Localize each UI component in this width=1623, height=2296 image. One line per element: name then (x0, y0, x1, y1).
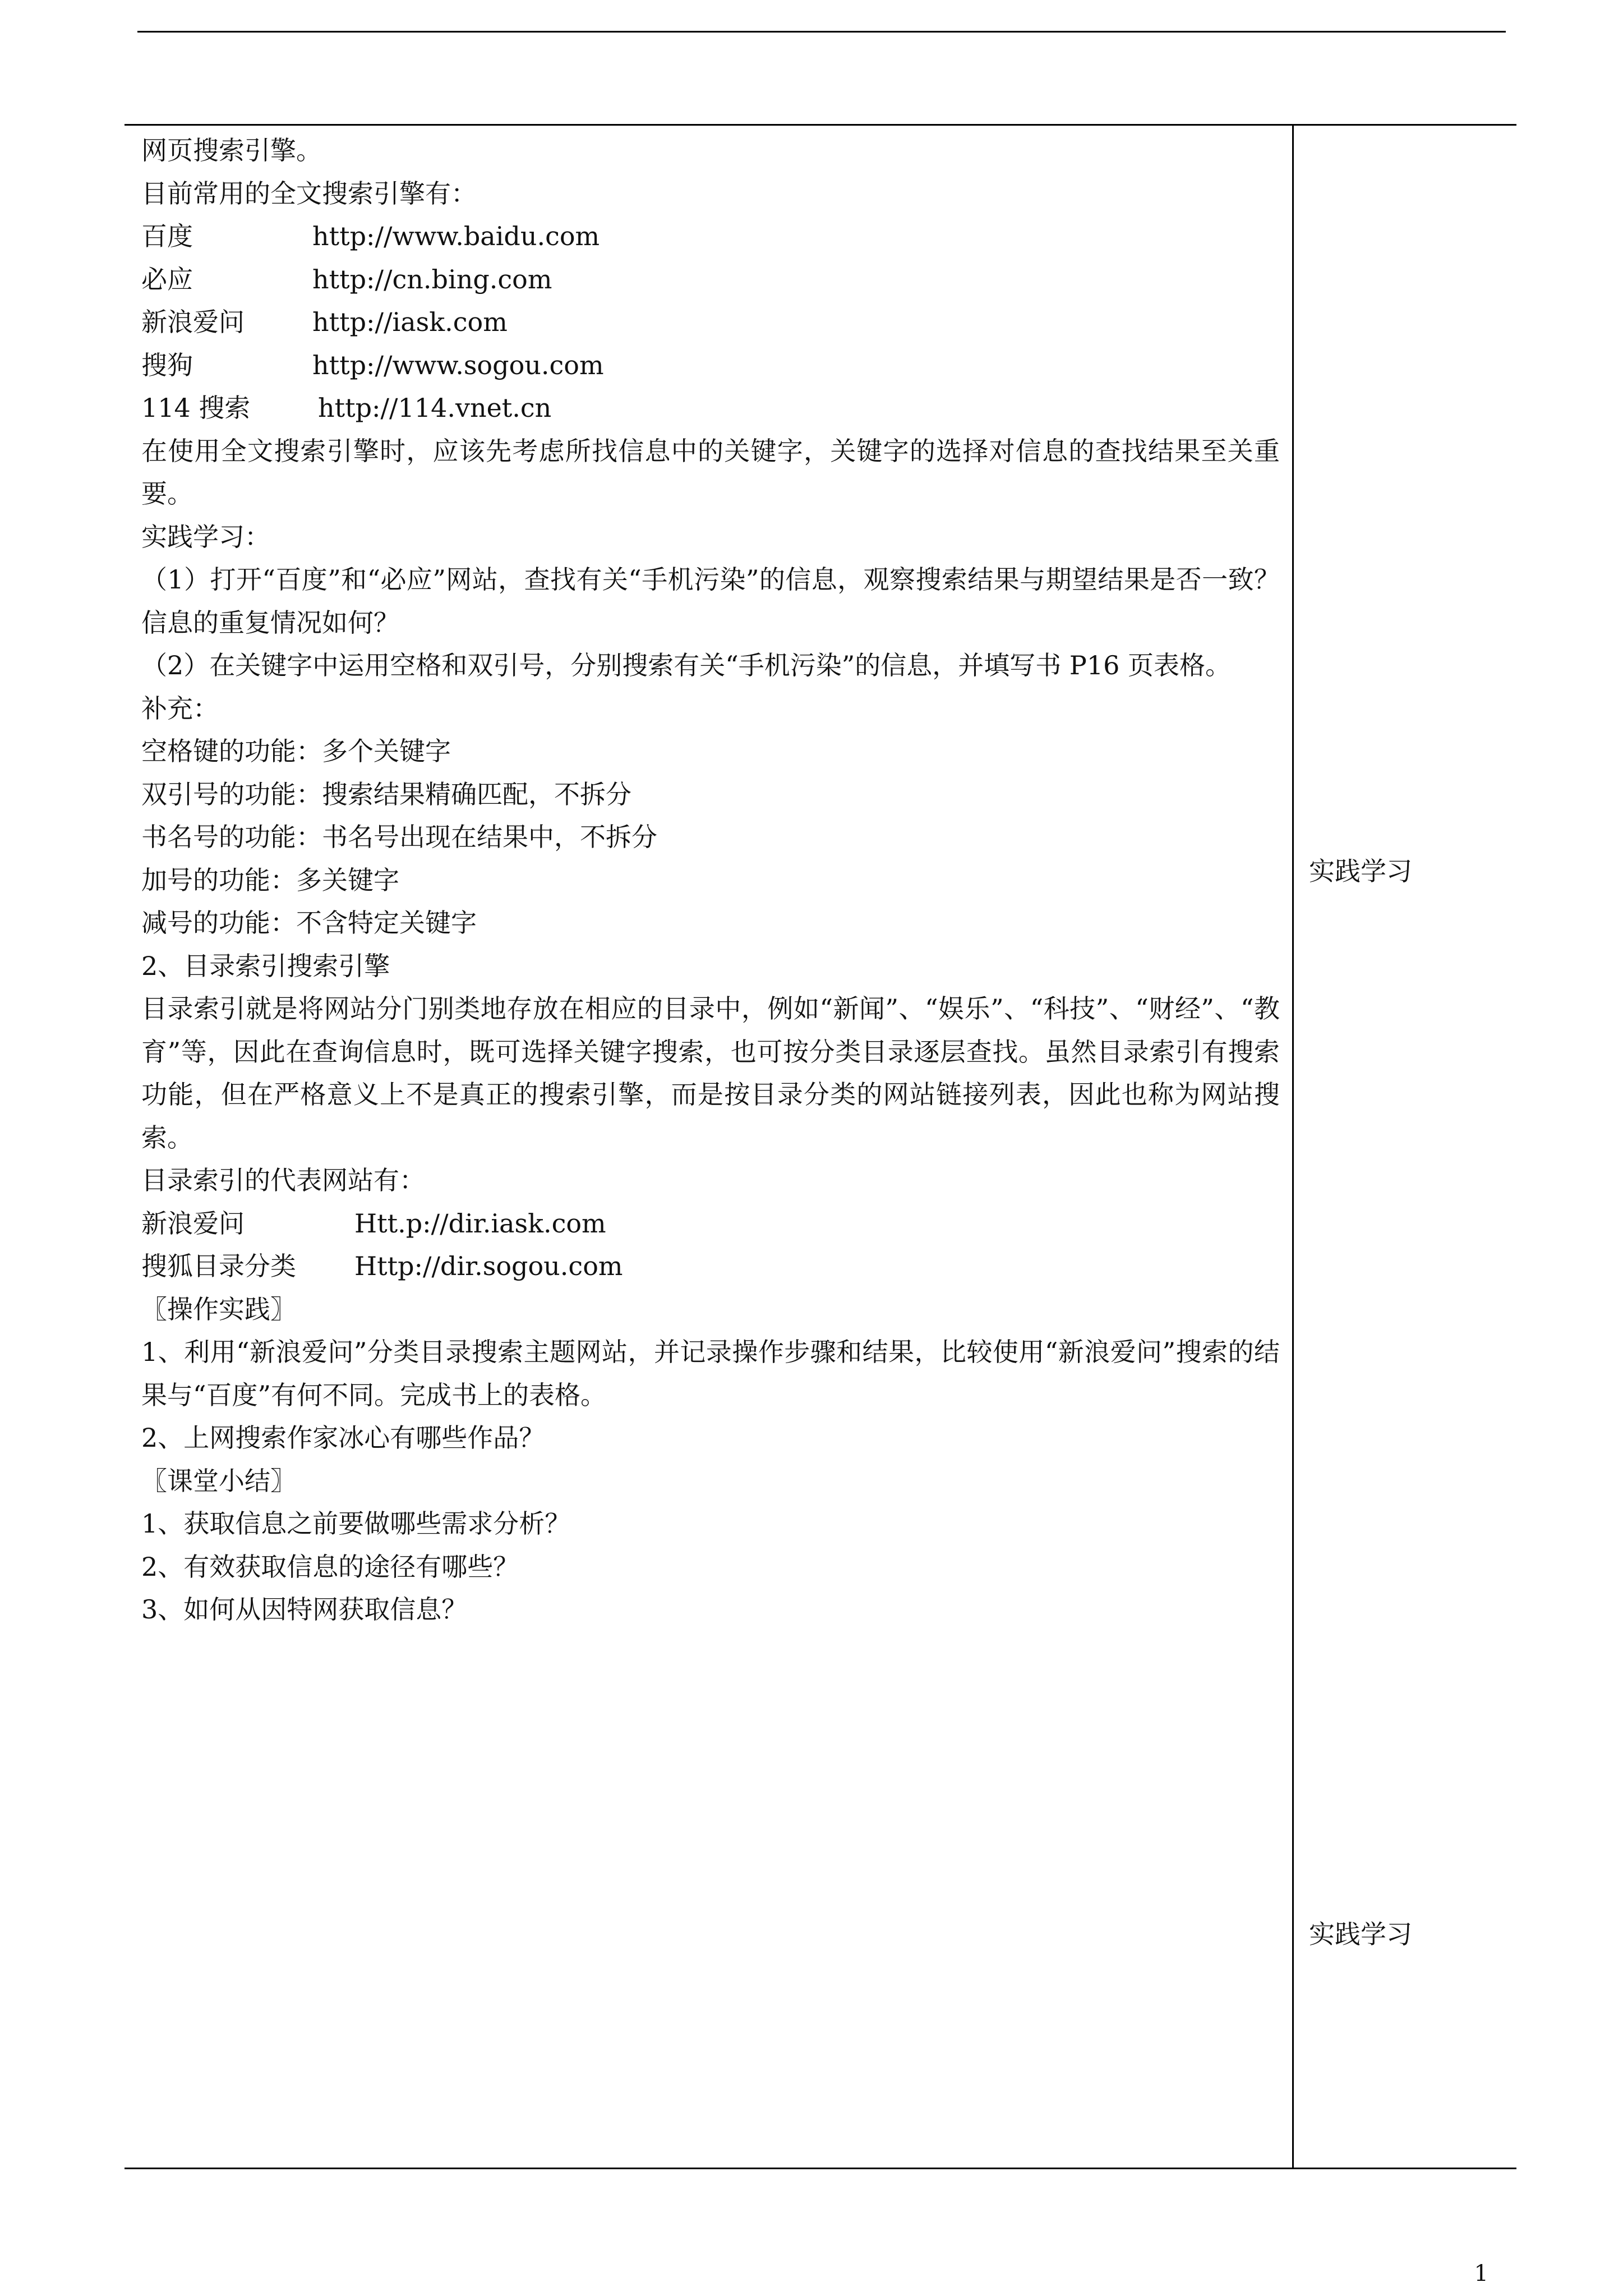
engine-url: http://114.vnet.cn (318, 393, 552, 423)
text-line: 3、如何从因特网获取信息？ (141, 1594, 468, 1625)
directory-name: 搜狐目录分类 (141, 1251, 296, 1281)
text-line: 网页搜索引擎。 (141, 135, 322, 165)
paragraph: （2）在关键字中运用空格和双引号，分别搜索有关“手机污染”的信息，并填写书 P16 页表格。 (141, 650, 1232, 680)
text-line: 加号的功能：多关键字 (141, 864, 399, 895)
paragraph: 在使用全文搜索引擎时，应该先考虑所找信息中的关键字，关键字的选择对信息的查找结果至关重要。 (141, 435, 1280, 509)
section-heading: 〖课堂小结〗 (141, 1465, 296, 1496)
engine-url: http://www.sogou.com (312, 349, 604, 380)
side-note: 实践学习 (1309, 1919, 1412, 1949)
header-rule (137, 31, 1506, 33)
text-line: 目前常用的全文搜索引擎有： (141, 178, 477, 209)
paragraph: （1）打开“百度”和“必应”网站，查找有关“手机污染”的信息，观察搜索结果与期望结果是否一致？信息的重复情况如何？ (141, 564, 1280, 638)
directory-row (141, 1202, 1280, 1245)
side-note: 实践学习 (1309, 856, 1412, 886)
engine-name: 搜狗 (141, 349, 193, 380)
text-line: 2、有效获取信息的途径有哪些？ (141, 1551, 519, 1582)
engine-row (141, 386, 1280, 430)
table-top-border (125, 124, 1516, 126)
engine-url: http://www.baidu.com (312, 221, 600, 251)
page-number: 1 (1474, 2261, 1488, 2286)
text-line: 空格键的功能：多个关键字 (141, 736, 451, 766)
engine-row (141, 301, 1280, 344)
section-heading: 2、目录索引搜索引擎 (141, 950, 390, 981)
lesson-content (141, 129, 1280, 1631)
engine-name: 114 搜索 (141, 393, 251, 423)
text-line: 2、上网搜索作家冰心有哪些作品？ (141, 1423, 545, 1453)
text-line: 目录索引的代表网站有： (141, 1165, 425, 1195)
text-line: 减号的功能：不含特定关键字 (141, 908, 477, 938)
directory-url: Http://dir.sogou.com (354, 1251, 623, 1281)
text-line: 双引号的功能：搜索结果精确匹配，不拆分 (141, 779, 631, 809)
engine-row (141, 215, 1280, 258)
column-divider (1292, 124, 1294, 2169)
directory-url: Htt.p://dir.iask.com (354, 1208, 606, 1239)
directory-row (141, 1245, 1280, 1288)
paragraph: 1、利用“新浪爱问”分类目录搜索主题网站，并记录操作步骤和结果，比较使用“新浪爱问”搜索的结果与“百度”有何不同。完成书上的表格。 (141, 1337, 1280, 1410)
table-bottom-border (125, 2168, 1516, 2169)
engine-name: 百度 (141, 221, 193, 251)
section-heading: 〖操作实践〗 (141, 1294, 296, 1324)
text-line: 实践学习： (141, 521, 270, 552)
engine-name: 必应 (141, 264, 193, 295)
text-line: 补充： (141, 693, 219, 724)
text-line: 1、获取信息之前要做哪些需求分析？ (141, 1508, 571, 1539)
engine-url: http://iask.com (312, 307, 508, 337)
paragraph: 目录索引就是将网站分门别类地存放在相应的目录中，例如“新闻”、“娱乐”、“科技”、“财经”、“教育”等，因此在查询信息时，既可选择关键字搜索，也可按分类目录逐层查找。虽然目录索引有搜索功能，但在严格意义上不是真正的搜索引擎，而是按目录分类的网站链接列表，因此也称为网站搜索。 (141, 993, 1280, 1153)
engine-name: 新浪爱问 (141, 307, 245, 337)
engine-row (141, 344, 1280, 387)
directory-name: 新浪爱问 (141, 1208, 245, 1239)
engine-url: http://cn.bing.com (312, 264, 552, 295)
text-line: 书名号的功能：书名号出现在结果中，不拆分 (141, 822, 657, 852)
engine-row (141, 258, 1280, 301)
